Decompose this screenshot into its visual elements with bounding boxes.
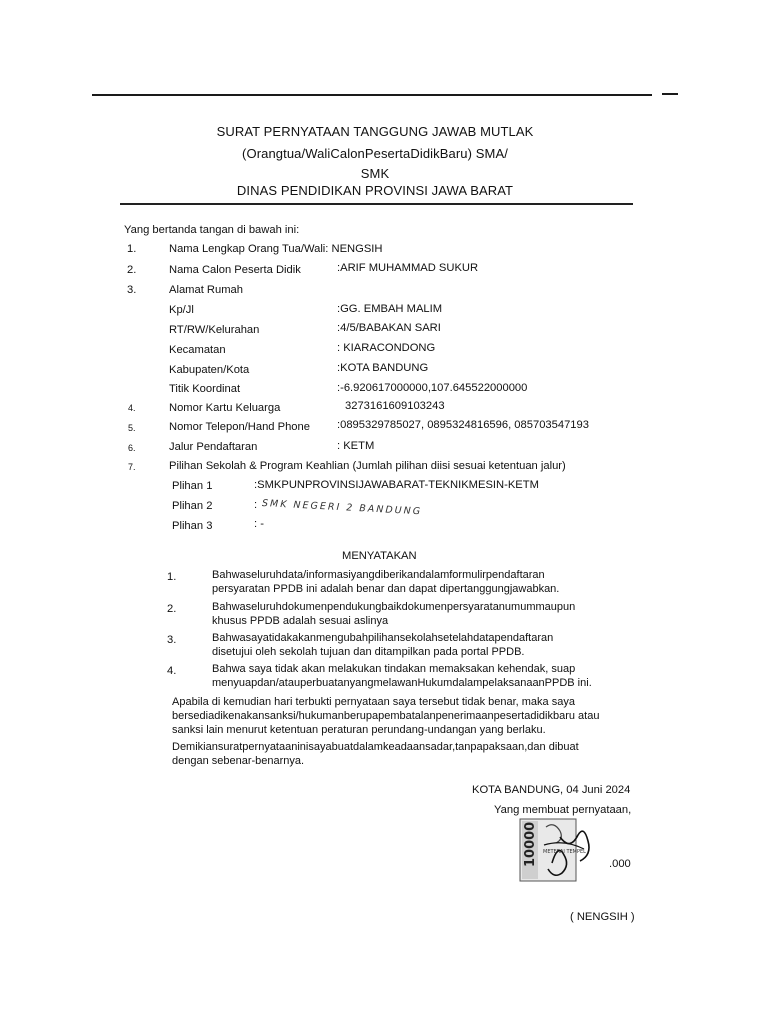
- statement-number: 2.: [167, 603, 177, 615]
- stamp-suffix: .000: [609, 858, 631, 870]
- track-value: : KETM: [337, 440, 375, 452]
- stamp-value: 10000: [523, 821, 538, 867]
- doc-subtitle: (Orangtua/WaliCalonPesertaDidikBaru) SMA/: [242, 146, 508, 161]
- phone-value: :0895329785027, 0895324816596, 085703547193: [337, 419, 589, 431]
- top-rule: [92, 94, 652, 96]
- kabupaten-label: Kabupaten/Kota: [169, 364, 250, 376]
- meterai-stamp: [516, 815, 608, 885]
- parent-name-field: Nama Lengkap Orang Tua/Wali: NENGSIH: [169, 243, 383, 255]
- statement-2: Bahwaseluruhdokumenpendukungbaikdokumenpersyaratanumummaupun khusus PPDB adalah sesuai aslinya: [212, 601, 576, 627]
- statement-1: Bahwaseluruhdata/informasiyangdiberikandalamformulirpendaftaran persyaratan PPDB ini adalah benar dan dapat dipertanggungjawabkan.: [212, 569, 560, 595]
- closing-paragraph-1: Apabila di kemudian hari terbukti pernyataan saya tersebut tidak benar, maka saya bersediadikenakansanksi/hukumanberupapembatalanpenerimaanpesertadidikbaru atau sanksi lain menurut ketentuan peraturan perundang-undangan yang berlaku.: [172, 696, 600, 736]
- closing-paragraph-2: Demikiansuratpernyataaninisayabuatdalamkeadaansadar,tanpapaksaan,dan dibuat dengan sebenar-benarnya.: [172, 741, 579, 767]
- doc-subtitle-smk: SMK: [360, 166, 390, 181]
- header-rule: [120, 203, 633, 205]
- item-number: 7.: [128, 462, 136, 472]
- address-label: Alamat Rumah: [169, 284, 243, 296]
- signer-caption: Yang membuat pernyataan,: [494, 804, 632, 816]
- kecamatan-label: Kecamatan: [169, 344, 226, 356]
- choice-2-colon: :: [254, 499, 258, 511]
- signer-name: ( NENGSIH ): [570, 911, 635, 923]
- statement-3: Bahwasayatidakakanmengubahpilihansekolahsetelahdatapendaftaran disetujui oleh sekolah tujuan dan ditampilkan pada portal PPDB.: [212, 632, 554, 658]
- statement-number: 1.: [167, 571, 177, 583]
- school-choice-heading: Pilihan Sekolah & Program Keahlian (Jumlah pilihan diisi sesuai ketentuan jalur): [169, 460, 566, 472]
- item-number: 1.: [127, 243, 137, 255]
- top-dash: [662, 93, 678, 95]
- kk-value: 3273161609103243: [345, 400, 445, 412]
- declaration-heading: MENYATAKAN: [342, 550, 417, 562]
- kabupaten-value: :KOTA BANDUNG: [337, 362, 429, 374]
- choice-3-label: Plihan 3: [172, 520, 213, 532]
- choice-2-handwritten: SMK NEGERI 2 BANDUNG: [261, 498, 423, 518]
- phone-label: Nomor Telepon/Hand Phone: [169, 421, 310, 433]
- kpjl-label: Kp/Jl: [169, 304, 194, 316]
- doc-institution: DINAS PENDIDIKAN PROVINSI JAWA BARAT: [236, 183, 514, 198]
- statement-number: 4.: [167, 665, 177, 677]
- kpjl-value: :GG. EMBAH MALIM: [337, 303, 443, 315]
- place-date: KOTA BANDUNG, 04 Juni 2024: [472, 784, 631, 796]
- rt-rw-label: RT/RW/Kelurahan: [169, 324, 260, 336]
- item-number: 2.: [127, 264, 137, 276]
- item-number: 3.: [127, 284, 137, 296]
- choice-1-label: Plihan 1: [172, 480, 213, 492]
- kecamatan-value: : KIARACONDONG: [337, 342, 436, 354]
- statement-number: 3.: [167, 634, 177, 646]
- doc-title: SURAT PERNYATAAN TANGGUNG JAWAB MUTLAK: [216, 124, 534, 139]
- rt-rw-value: :4/5/BABAKAN SARI: [337, 322, 441, 334]
- choice-2-label: Plihan 2: [172, 500, 213, 512]
- item-number: 6.: [128, 443, 136, 453]
- item-number: 4.: [128, 403, 136, 413]
- track-label: Jalur Pendaftaran: [169, 441, 258, 453]
- kk-label: Nomor Kartu Keluarga: [169, 402, 281, 414]
- student-name-value: :ARIF MUHAMMAD SUKUR: [337, 262, 479, 274]
- student-name-label: Nama Calon Peserta Didik: [169, 264, 301, 276]
- coordinate-label: Titik Koordinat: [169, 383, 241, 395]
- item-number: 5.: [128, 423, 136, 433]
- intro-text: Yang bertanda tangan di bawah ini:: [124, 224, 300, 236]
- stamp-graphic: [516, 815, 608, 885]
- coordinate-value: :-6.920617000000,107.645522000000: [337, 382, 528, 394]
- statement-4: Bahwa saya tidak akan melakukan tindakan memaksakan kehendak, suap menyuapdan/atauperbuatanyangmelawanHukumdalampelaksanaanPPDB ini.: [212, 663, 592, 689]
- choice-1-value: :SMKPUNPROVINSIJAWABARAT-TEKNIKMESIN-KETM: [254, 479, 539, 491]
- stamp-label: METERAI TEMPEL: [543, 849, 586, 855]
- choice-3-value: : -: [254, 518, 264, 530]
